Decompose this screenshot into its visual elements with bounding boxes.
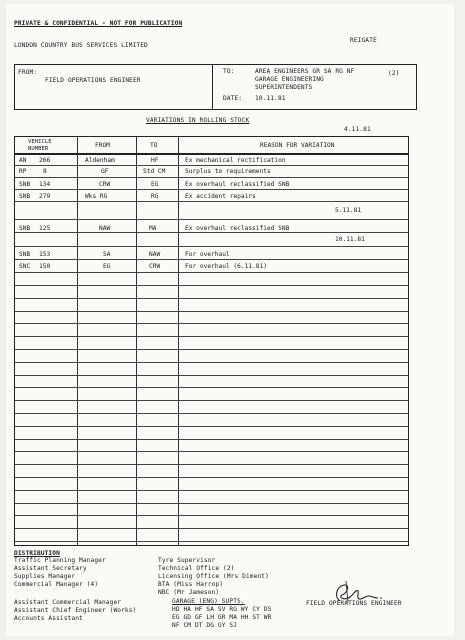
row-reason: Ex accident repairs — [185, 193, 256, 200]
table-row-rule — [15, 477, 408, 478]
header-reason: REASON FOR VARIATION — [260, 142, 335, 149]
col-divider — [178, 137, 179, 545]
table-row-rule — [15, 375, 408, 376]
table-row-rule — [15, 189, 408, 190]
row-to: HF — [151, 157, 159, 164]
memo-header-box — [14, 64, 417, 110]
rolling-stock-table — [14, 136, 409, 546]
row-number: 8 — [43, 168, 47, 175]
table-row-rule — [15, 165, 408, 166]
table-row-rule — [15, 232, 408, 233]
table-row-rule — [15, 219, 408, 220]
top-date: 4.11.81 — [344, 126, 371, 133]
distribution-item: Accounts Assistant — [14, 615, 83, 622]
date-value: 10.11.81 — [255, 95, 286, 102]
distribution-item: Tyre Supervisor — [158, 557, 216, 564]
table-row-rule — [15, 285, 408, 286]
distribution-item: Traffic Planning Manager — [14, 557, 106, 564]
row-number: 266 — [39, 157, 51, 164]
distribution-item: NBC (Mr Jameson) — [158, 589, 220, 596]
table-row-rule — [15, 311, 408, 312]
table-row-rule — [15, 349, 408, 350]
row-from: Wks RG — [85, 193, 108, 200]
row-to: MA — [149, 225, 157, 232]
row-number: 125 — [39, 225, 51, 232]
garage-line: EG GD GF LH GR MA HH ST WR — [172, 614, 272, 621]
row-prefix: AN — [19, 157, 27, 164]
table-row-rule — [15, 490, 408, 491]
table-row-rule — [15, 201, 408, 202]
distribution-item: Technical Office (2) — [158, 565, 235, 572]
table-row-rule — [15, 259, 408, 260]
table-row-rule — [15, 515, 408, 516]
row-from: EG — [103, 263, 111, 270]
table-row-rule — [15, 272, 408, 273]
table-row-rule — [15, 298, 408, 299]
table-row-rule — [15, 503, 408, 504]
document-title: VARIATIONS IN ROLLING STOCK — [146, 117, 250, 124]
from-label: FROM: — [18, 69, 38, 76]
row-from: SA — [103, 251, 111, 258]
header-divider — [212, 65, 213, 109]
distribution-item: Licensing Office (Mrs Diment) — [158, 573, 269, 580]
row-from: CRW — [99, 181, 111, 188]
row-from: Aldenham — [85, 157, 115, 164]
row-number: 153 — [39, 251, 51, 258]
distribution-item: Commercial Manager (4) — [14, 581, 99, 588]
row-reason: Surplus to requirements — [185, 168, 271, 175]
row-to: NAW — [149, 251, 161, 258]
row-number: 134 — [39, 181, 51, 188]
confidential-heading: PRIVATE & CONFIDENTIAL - NOT FOR PUBLICATION — [14, 20, 183, 27]
garage-line: NF CM DT DG GY SJ — [172, 622, 238, 629]
header-from: FROM — [95, 142, 110, 149]
signature-title: FIELD OPERATIONS ENGINEER — [306, 600, 402, 607]
table-row-rule — [15, 177, 408, 178]
col-divider — [136, 137, 137, 545]
table-row-rule — [15, 413, 408, 414]
date-label: DATE: — [223, 95, 243, 102]
company-name: LONDON COUNTRY BUS SERVICES LIMITED — [14, 42, 148, 49]
table-row-rule — [15, 464, 408, 465]
distribution-title: DISTRIBUTION — [14, 550, 60, 557]
location: REIGATE — [350, 37, 377, 44]
distribution-item: Assistant Secretary — [14, 565, 87, 572]
row-prefix: SNB — [19, 251, 31, 258]
row-reason: Ex overhaul reclassified SNB — [185, 225, 290, 232]
row-from: NAW — [99, 225, 111, 232]
to-line-1: AREA ENGINEERS GR SA RG NF — [255, 68, 355, 75]
row-to: RG — [151, 193, 159, 200]
row-prefix: SNB — [19, 181, 31, 188]
row-to: EG — [151, 181, 159, 188]
header-number: NUMBER — [28, 146, 49, 152]
row-number: 150 — [39, 263, 51, 270]
distribution-item: Assistant Commercial Manager — [14, 599, 122, 606]
row-to: CRW — [149, 263, 161, 270]
row-prefix: SNB — [19, 225, 31, 232]
to-line-2: GARAGE ENGINEERING — [255, 76, 324, 83]
table-row-rule — [15, 246, 408, 247]
row-prefix: SNC — [19, 263, 31, 270]
table-row-rule — [15, 400, 408, 401]
table-row-rule — [15, 528, 408, 529]
row-prefix: SNB — [19, 193, 31, 200]
memo-page — [6, 4, 454, 636]
row-reason: Ex overhaul reclassified SNB — [185, 181, 290, 188]
distribution-item: Supplies Manager — [14, 573, 76, 580]
table-row-rule — [15, 439, 408, 440]
header-rule — [15, 153, 408, 155]
to-label: TO: — [223, 68, 235, 75]
page-number: (2) — [388, 70, 400, 77]
row-reason: Ex mechanical rectification — [185, 157, 286, 164]
distribution-item: Assistant Chief Engineer (Works) — [14, 607, 137, 614]
header-vehicle: VEHICLE — [28, 139, 52, 145]
row-to: Std CM — [143, 168, 166, 175]
row-reason: For overhaul — [185, 251, 230, 258]
from-value: FIELD OPERATIONS ENGINEER — [45, 77, 141, 84]
garage-line: HD HA HF SA SV RG WY CY DS — [172, 606, 272, 613]
distribution-item: BTA (Miss Harrop) — [158, 581, 224, 588]
table-row-rule — [15, 387, 408, 388]
row-prefix: RP — [19, 168, 27, 175]
table-row-rule — [15, 541, 408, 542]
row-number: 279 — [39, 193, 51, 200]
col-divider — [77, 137, 78, 545]
to-line-3: SUPERINTENDENTS — [255, 84, 313, 91]
date-note: 5.11.81 — [335, 207, 362, 214]
row-reason: For overhaul (6.11.81) — [185, 263, 267, 270]
row-from: GF — [101, 168, 109, 175]
table-row-rule — [15, 362, 408, 363]
table-row-rule — [15, 336, 408, 337]
table-row-rule — [15, 451, 408, 452]
header-to: TO — [150, 142, 158, 149]
table-row-rule — [15, 426, 408, 427]
table-row-rule — [15, 323, 408, 324]
date-note: 10.11.81 — [335, 236, 365, 243]
garage-title: GARAGE (ENG) SUPTS. — [172, 598, 245, 605]
